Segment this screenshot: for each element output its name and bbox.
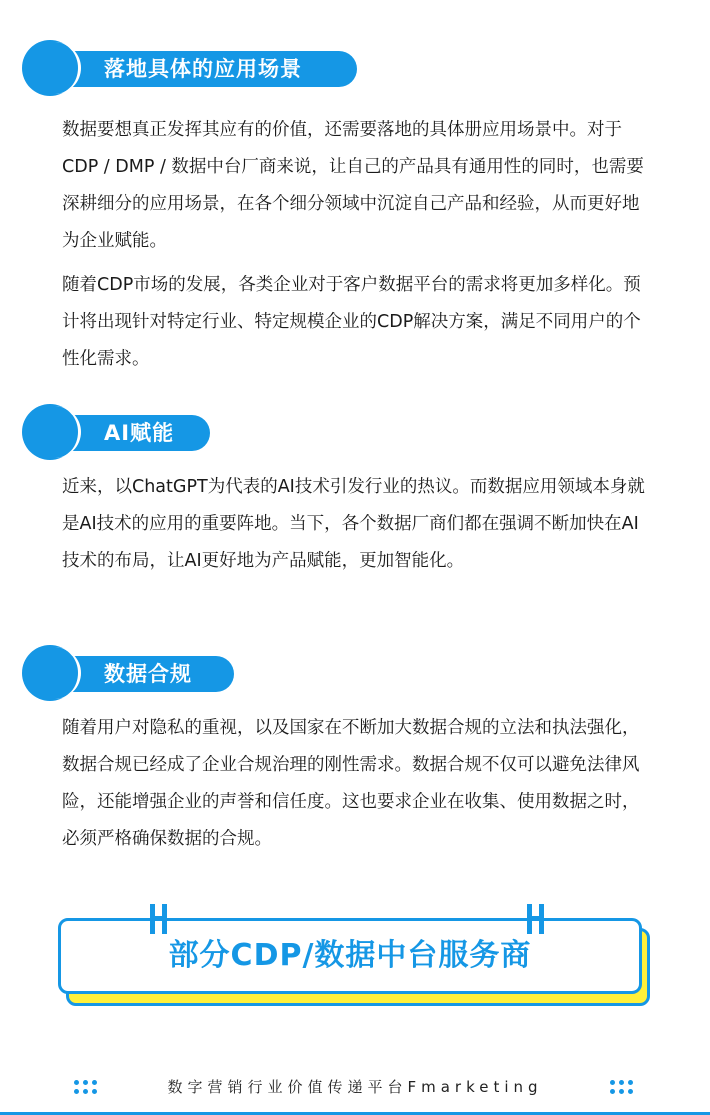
dots-grid-icon	[610, 1080, 638, 1100]
paragraph: 随着用户对隐私的重视，以及国家在不断加大数据合规的立法和执法强化，数据合规已经成了企业合规治理的刚性需求。数据合规不仅可以避免法律风险，还能增强企业的声誉和信任度。这也要求企业在收集、使用数据之时，必须严格确保数据的合规。	[62, 718, 640, 849]
section-header-compliance	[22, 645, 234, 701]
circle-badge-icon	[22, 404, 78, 460]
section-header-scenarios	[22, 40, 357, 96]
footer-slogan: 数字营销行业价值传递平台Fmarketing	[167, 1078, 543, 1096]
paragraph: 近来，以ChatGPT为代表的AI技术引发行业的热议。而数据应用领域本身就是AI技术的应用的重要阵地。当下，各个数据厂商们都在强调不断加快在AI技术的布局，让AI更好地为产品赋能，更加智能化。	[62, 477, 645, 571]
paragraph: 数据要想真正发挥其应有的价值，还需要落地的具体册应用场景中。对于CDP / DMP / 数据中台厂商来说，让自己的产品具有通用性的同时，也需要深耕细分的应用场景，在各个细分领域中沉淀自己产品和经验，从而更好地为企业赋能。	[62, 120, 644, 251]
dots-grid-icon	[74, 1080, 102, 1100]
banner-title: 部分CDP/数据中台服务商	[168, 938, 532, 973]
circle-badge-icon	[22, 40, 78, 96]
paragraph: 随着CDP市场的发展，各类企业对于客户数据平台的需求将更加多样化。预计将出现针对特定行业、特定规模企业的CDP解决方案，满足不同用户的个性化需求。	[62, 275, 641, 369]
section-title: 数据合规	[104, 662, 192, 686]
section-title: AI赋能	[104, 421, 175, 445]
section-header-ai	[22, 404, 210, 460]
circle-badge-icon	[22, 645, 78, 701]
section-title: 落地具体的应用场景	[104, 57, 302, 81]
footer	[0, 1072, 710, 1112]
vendors-banner	[58, 916, 652, 1006]
